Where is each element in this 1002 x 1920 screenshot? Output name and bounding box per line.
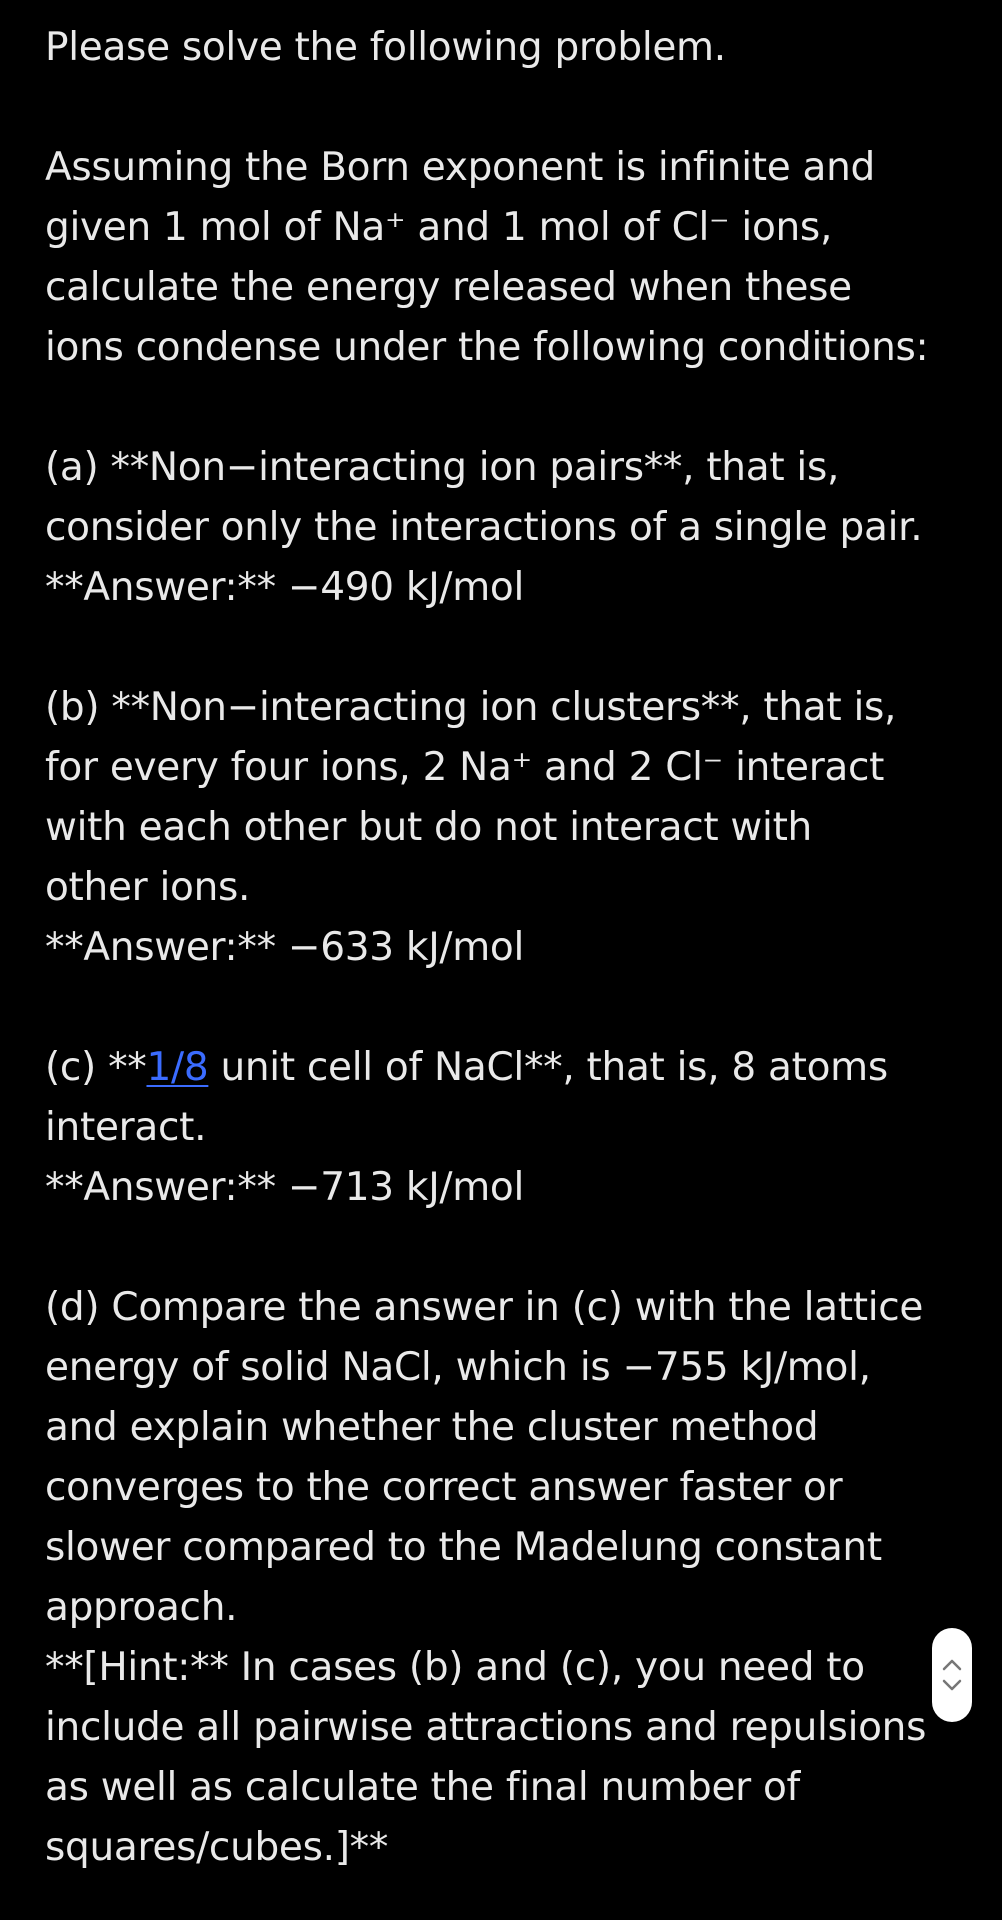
part-d-line: and explain whether the cluster method — [45, 1405, 819, 1450]
spacer — [45, 618, 945, 678]
part-d-line: energy of solid NaCl, which is −755 kJ/mol, — [45, 1345, 871, 1390]
part-b-line: other ions. — [45, 865, 251, 910]
part-b-line: with each other but do not interact with — [45, 805, 812, 850]
part-b-line: (b) **Non−interacting ion clusters**, that is, — [45, 685, 897, 730]
problem-line: Assuming the Born exponent is infinite and — [45, 145, 876, 190]
part-a-line: consider only the interactions of a single pair. — [45, 505, 923, 550]
problem-line: calculate the energy released when these — [45, 265, 852, 310]
message-content — [45, 18, 945, 1878]
hint-line: squares/cubes.]** — [45, 1825, 389, 1870]
part-c-line: interact. — [45, 1105, 207, 1150]
hint-line: **[Hint:** In cases (b) and (c), you need to — [45, 1645, 865, 1690]
part-c-suffix: unit cell of NaCl**, that is, 8 atoms — [208, 1045, 888, 1090]
problem-line: given 1 mol of Na⁺ and 1 mol of Cl⁻ ions, — [45, 205, 833, 250]
spacer — [45, 978, 945, 1038]
part-b-answer: **Answer:** −633 kJ/mol — [45, 925, 525, 970]
spacer — [45, 78, 945, 138]
part-b-line: for every four ions, 2 Na⁺ and 2 Cl⁻ interact — [45, 745, 885, 790]
spacer — [45, 1218, 945, 1278]
part-d-line: (d) Compare the answer in (c) with the lattice — [45, 1285, 924, 1330]
part-a-answer: **Answer:** −490 kJ/mol — [45, 565, 525, 610]
scroll-navigator[interactable] — [932, 1628, 972, 1722]
fraction-link[interactable]: 1/8 — [146, 1045, 209, 1090]
part-a-line: (a) **Non−interacting ion pairs**, that is, — [45, 445, 840, 490]
part-c-line — [45, 1038, 945, 1098]
intro-line: Please solve the following problem. — [45, 25, 726, 70]
part-d-line: converges to the correct answer faster or — [45, 1465, 843, 1510]
chevron-up-icon[interactable] — [941, 1658, 963, 1672]
part-c-answer: **Answer:** −713 kJ/mol — [45, 1165, 525, 1210]
hint-line: as well as calculate the final number of — [45, 1765, 800, 1810]
hint-line: include all pairwise attractions and repulsions — [45, 1705, 927, 1750]
part-d-line: approach. — [45, 1585, 238, 1630]
chevron-down-icon[interactable] — [941, 1678, 963, 1692]
part-c-prefix: (c) ** — [45, 1045, 147, 1090]
spacer — [45, 378, 945, 438]
part-d-line: slower compared to the Madelung constant — [45, 1525, 882, 1570]
problem-line: ions condense under the following conditions: — [45, 325, 929, 370]
